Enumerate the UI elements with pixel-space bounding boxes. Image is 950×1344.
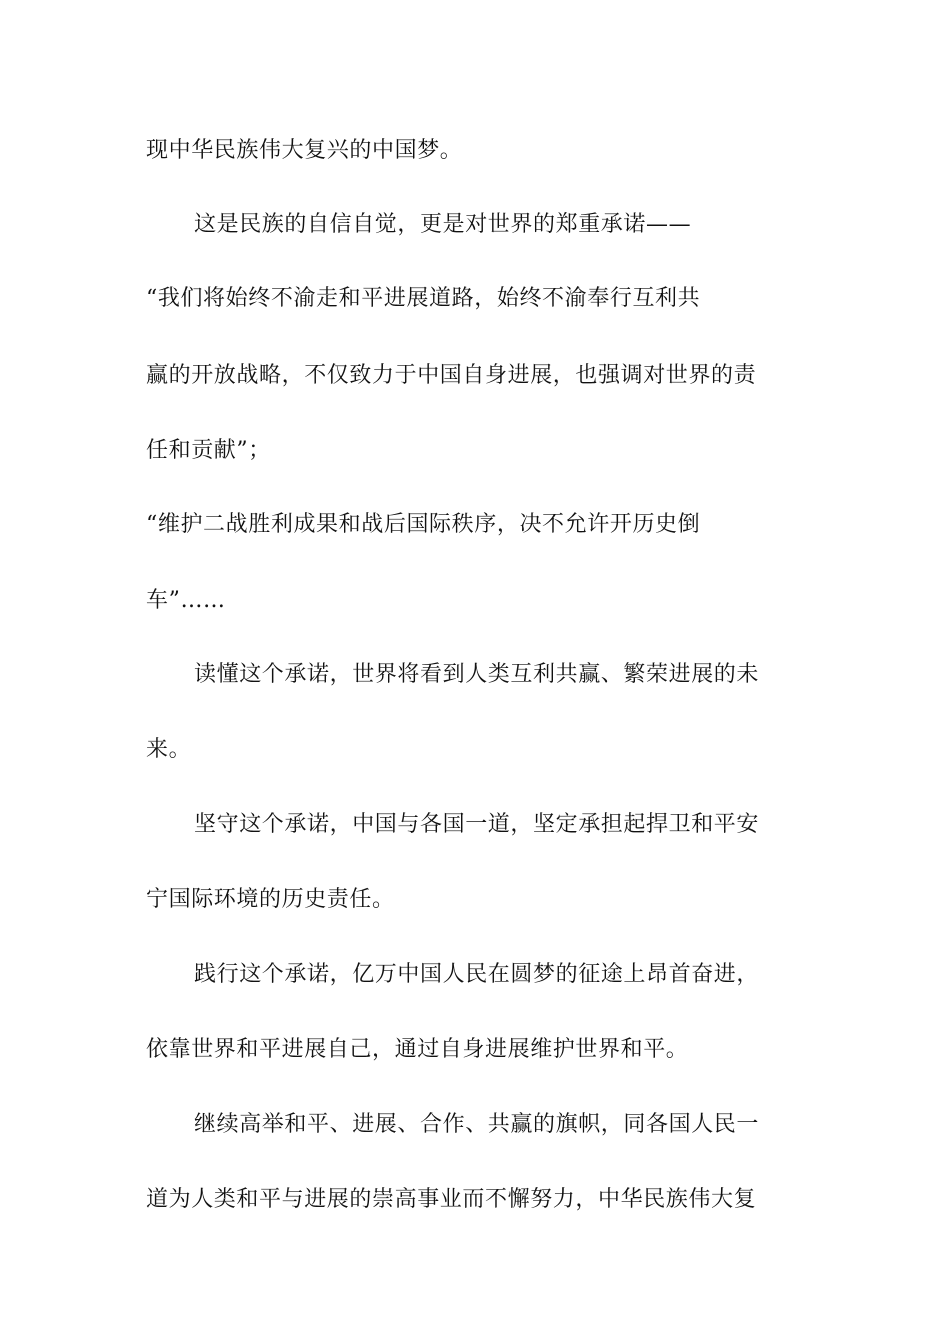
text-line: 任和贡献”； [146,438,271,463]
text-line: “我们将始终不渝走和平进展道路，始终不渝奉行互利共 [146,286,701,311]
text-line: 这是民族的自信自觉，更是对世界的郑重承诺—— [194,212,692,237]
text-line: 宁国际环境的历史责任。 [146,887,395,912]
text-line: 读懂这个承诺，世界将看到人类互利共赢、繁荣进展的未 [194,662,760,687]
text-line: 道为人类和平与进展的崇高事业而不懈努力，中华民族伟大复 [146,1187,757,1212]
text-line: 依靠世界和平进展自己，通过自身进展维护世界和平。 [146,1037,689,1062]
text-line: 坚守这个承诺，中国与各国一道，坚定承担起捍卫和平安 [194,812,760,837]
text-line: 继续高举和平、进展、合作、共赢的旗帜，同各国人民一 [194,1112,760,1137]
text-line: 车”…… [146,588,226,613]
text-line: 现中华民族伟大复兴的中国梦。 [146,138,463,163]
text-line: 赢的开放战略，不仅致力于中国自身进展，也强调对世界的责 [146,363,757,388]
text-line: 践行这个承诺，亿万中国人民在圆梦的征途上昂首奋进， [194,962,760,987]
text-line: 来。 [146,737,192,762]
text-line: “维护二战胜利成果和战后国际秩序，决不允许开历史倒 [146,512,701,537]
